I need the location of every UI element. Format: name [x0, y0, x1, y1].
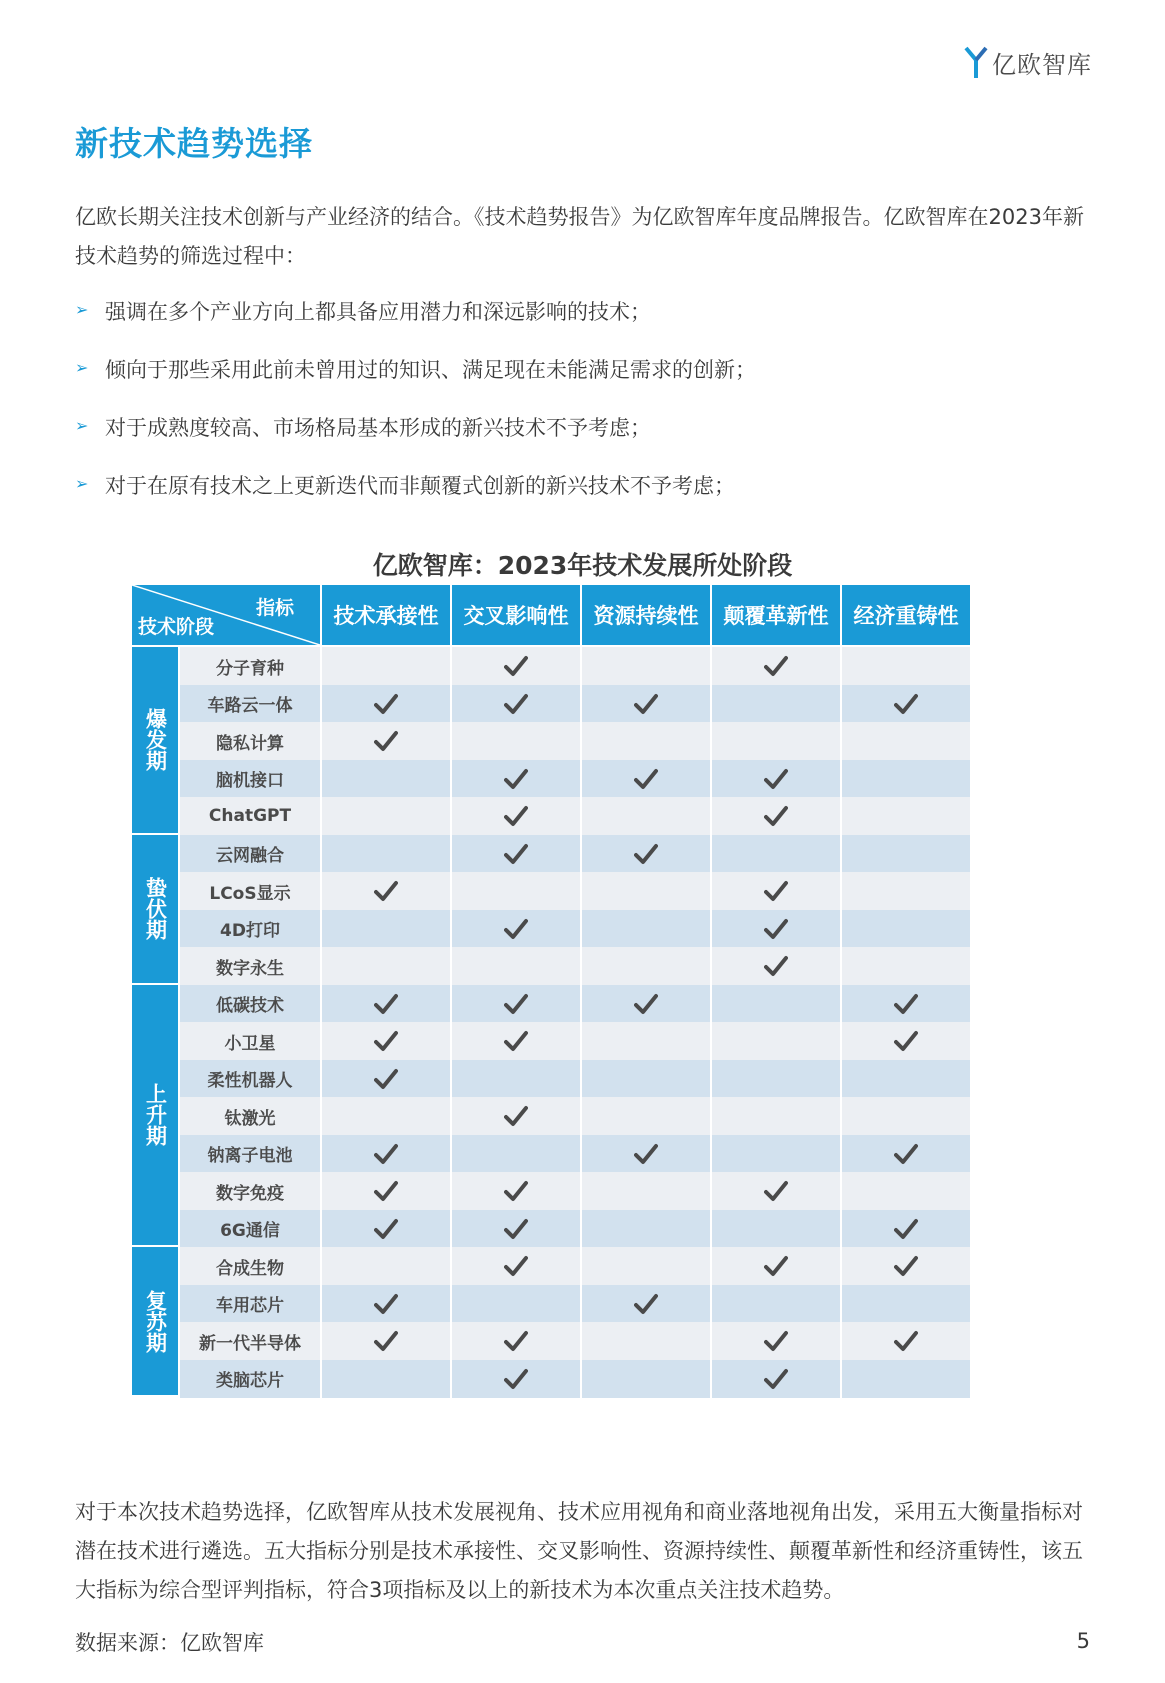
checkmark-icon [374, 693, 398, 715]
empty-cell [712, 1135, 840, 1173]
checkmark-icon [504, 768, 528, 790]
checkmark-icon [764, 805, 788, 827]
tech-name-cell: 隐私计算 [180, 722, 320, 760]
checkmark-icon [634, 843, 658, 865]
checkmark-cell [712, 760, 840, 798]
checkmark-icon [504, 993, 528, 1015]
table-row [180, 910, 1020, 948]
empty-cell [842, 797, 970, 835]
checkmark-icon [634, 993, 658, 1015]
brand-logo [964, 42, 1092, 82]
checkmark-cell [452, 1022, 580, 1060]
empty-cell [842, 947, 970, 985]
empty-cell [842, 1360, 970, 1398]
checkmark-cell [452, 1210, 580, 1248]
list-item-text: 倾向于那些采用此前未曾用过的知识、满足现在未能满足需求的创新； [105, 358, 756, 382]
list-item [75, 470, 1095, 528]
empty-cell [712, 985, 840, 1023]
empty-cell [842, 722, 970, 760]
arrow-bullet-icon: ➢ [75, 300, 89, 319]
checkmark-cell [322, 872, 450, 910]
table-row [180, 985, 1020, 1023]
table-row [180, 1285, 1020, 1323]
empty-cell [582, 1060, 710, 1098]
table-row [180, 647, 1020, 685]
checkmark-cell [452, 985, 580, 1023]
checkmark-icon [894, 1030, 918, 1052]
tech-name-cell: 低碳技术 [180, 985, 320, 1023]
checkmark-cell [712, 647, 840, 685]
checkmark-icon [374, 1330, 398, 1352]
checkmark-icon [894, 993, 918, 1015]
checkmark-icon [374, 730, 398, 752]
checkmark-cell [452, 835, 580, 873]
checkmark-cell [322, 685, 450, 723]
checkmark-cell [712, 872, 840, 910]
checkmark-cell [842, 1247, 970, 1285]
checkmark-icon [504, 1030, 528, 1052]
checkmark-icon [764, 1255, 788, 1277]
logo-text: 亿欧智库 [992, 50, 1092, 79]
page-number: 5 [1076, 1629, 1090, 1653]
checkmark-icon [894, 693, 918, 715]
checkmark-icon [764, 880, 788, 902]
empty-cell [842, 647, 970, 685]
checkmark-icon [894, 1218, 918, 1240]
empty-cell [452, 1135, 580, 1173]
tech-name-cell: 数字免疫 [180, 1172, 320, 1210]
tech-name-cell: 类脑芯片 [180, 1360, 320, 1398]
intro-paragraph: 亿欧长期关注技术创新与产业经济的结合。《技术趋势报告》为亿欧智库年度品牌报告。亿欧智库在2023年新技术趋势的筛选过程中： [75, 205, 1084, 268]
checkmark-icon [894, 1143, 918, 1165]
checkmark-icon [764, 768, 788, 790]
table-row [180, 797, 1020, 835]
checkmark-cell [582, 1285, 710, 1323]
checkmark-cell [452, 797, 580, 835]
checkmark-cell [322, 1060, 450, 1098]
arrow-bullet-icon: ➢ [75, 416, 89, 435]
checkmark-icon [504, 655, 528, 677]
table-row [180, 1060, 1020, 1098]
list-item [75, 354, 1095, 412]
empty-cell [582, 910, 710, 948]
empty-cell [582, 647, 710, 685]
empty-cell [582, 1247, 710, 1285]
empty-cell [452, 722, 580, 760]
empty-cell [842, 1097, 970, 1135]
checkmark-icon [634, 1293, 658, 1315]
checkmark-cell [322, 1285, 450, 1323]
checkmark-cell [452, 1172, 580, 1210]
empty-cell [582, 872, 710, 910]
logo-mark-icon [964, 44, 988, 80]
column-header: 技术承接性 [322, 585, 450, 645]
list-item-text: 强调在多个产业方向上都具备应用潜力和深远影响的技术； [105, 300, 651, 324]
empty-cell [842, 910, 970, 948]
corner-label-indicator: 指标 [255, 597, 294, 619]
empty-cell [712, 1097, 840, 1135]
checkmark-cell [452, 685, 580, 723]
empty-cell [322, 797, 450, 835]
checkmark-icon [894, 1255, 918, 1277]
checkmark-icon [764, 955, 788, 977]
checkmark-cell [452, 1247, 580, 1285]
checkmark-cell [452, 1322, 580, 1360]
checkmark-cell [582, 760, 710, 798]
table-row [180, 1247, 1020, 1285]
empty-cell [452, 1060, 580, 1098]
empty-cell [842, 835, 970, 873]
tech-name-cell: 钠离子电池 [180, 1135, 320, 1173]
checkmark-cell [712, 910, 840, 948]
empty-cell [582, 1097, 710, 1135]
checkmark-icon [764, 1368, 788, 1390]
empty-cell [582, 1022, 710, 1060]
table-row [180, 1097, 1020, 1135]
column-header: 资源持续性 [582, 585, 710, 645]
checkmark-cell [712, 1322, 840, 1360]
empty-cell [452, 872, 580, 910]
tech-name-cell: 车用芯片 [180, 1285, 320, 1323]
table-row [180, 1210, 1020, 1248]
criteria-list [75, 296, 1095, 528]
table-row [180, 835, 1020, 873]
tech-name-cell: 分子育种 [180, 647, 320, 685]
checkmark-cell [712, 947, 840, 985]
phase-label: 复苏期 [132, 1247, 178, 1395]
checkmark-cell [842, 1022, 970, 1060]
empty-cell [842, 1172, 970, 1210]
empty-cell [322, 1097, 450, 1135]
checkmark-icon [894, 1330, 918, 1352]
page-title: 新技术趋势选择 [75, 124, 313, 163]
checkmark-cell [842, 985, 970, 1023]
tech-name-cell: 小卫星 [180, 1022, 320, 1060]
checkmark-cell [712, 1360, 840, 1398]
checkmark-icon [504, 1255, 528, 1277]
checkmark-icon [374, 1143, 398, 1165]
empty-cell [582, 722, 710, 760]
empty-cell [582, 797, 710, 835]
checkmark-icon [764, 918, 788, 940]
checkmark-cell [452, 760, 580, 798]
conclusion-paragraph: 对于本次技术趋势选择，亿欧智库从技术发展视角、技术应用视角和商业落地视角出发，采用五大衡量指标对潜在技术进行遴选。五大指标分别是技术承接性、交叉影响性、资源持续性、颠覆革新性和经济重铸性，该五大指标为综合型评判指标，符合3项指标及以上的新技术为本次重点关注技术趋势。 [75, 1500, 1083, 1602]
list-item-text: 对于在原有技术之上更新迭代而非颠覆式创新的新兴技术不予考虑； [105, 474, 735, 498]
empty-cell [322, 947, 450, 985]
empty-cell [842, 1060, 970, 1098]
checkmark-cell [842, 685, 970, 723]
phase-label: 蛰伏期 [132, 835, 178, 983]
table-corner-header [132, 585, 320, 645]
data-source: 数据来源：亿欧智库 [75, 1631, 264, 1655]
tech-name-cell: 新一代半导体 [180, 1322, 320, 1360]
checkmark-cell [842, 1135, 970, 1173]
table-row [180, 722, 1020, 760]
empty-cell [712, 685, 840, 723]
empty-cell [452, 947, 580, 985]
empty-cell [582, 1322, 710, 1360]
checkmark-icon [374, 1218, 398, 1240]
empty-cell [712, 1210, 840, 1248]
empty-cell [582, 1360, 710, 1398]
empty-cell [322, 760, 450, 798]
checkmark-icon [374, 880, 398, 902]
checkmark-cell [322, 722, 450, 760]
arrow-bullet-icon: ➢ [75, 474, 89, 493]
checkmark-cell [452, 910, 580, 948]
checkmark-cell [582, 1135, 710, 1173]
table-row [180, 685, 1020, 723]
checkmark-icon [764, 655, 788, 677]
checkmark-icon [374, 993, 398, 1015]
empty-cell [842, 760, 970, 798]
list-item-text: 对于成熟度较高、市场格局基本形成的新兴技术不予考虑； [105, 416, 651, 440]
checkmark-icon [374, 1180, 398, 1202]
empty-cell [712, 1060, 840, 1098]
tech-name-cell: LCoS显示 [180, 872, 320, 910]
empty-cell [582, 1172, 710, 1210]
checkmark-icon [764, 1330, 788, 1352]
checkmark-cell [842, 1322, 970, 1360]
checkmark-icon [504, 1105, 528, 1127]
empty-cell [712, 1022, 840, 1060]
checkmark-icon [504, 843, 528, 865]
tech-name-cell: 6G通信 [180, 1210, 320, 1248]
arrow-bullet-icon: ➢ [75, 358, 89, 377]
list-item [75, 296, 1095, 354]
checkmark-icon [374, 1293, 398, 1315]
empty-cell [712, 1285, 840, 1323]
checkmark-cell [842, 1210, 970, 1248]
checkmark-cell [582, 985, 710, 1023]
column-header: 经济重铸性 [842, 585, 970, 645]
tech-name-cell: ChatGPT [180, 797, 320, 835]
table-row [180, 1322, 1020, 1360]
tech-name-cell: 4D打印 [180, 910, 320, 948]
table-title: 亿欧智库：2023年技术发展所处阶段 [372, 551, 793, 580]
empty-cell [582, 1210, 710, 1248]
checkmark-cell [712, 1247, 840, 1285]
column-header: 交叉影响性 [452, 585, 580, 645]
table-row [180, 1172, 1020, 1210]
checkmark-cell [322, 1172, 450, 1210]
tech-name-cell: 钛激光 [180, 1097, 320, 1135]
table-row [180, 872, 1020, 910]
checkmark-cell [582, 685, 710, 723]
checkmark-icon [504, 918, 528, 940]
checkmark-cell [322, 985, 450, 1023]
tech-name-cell: 柔性机器人 [180, 1060, 320, 1098]
empty-cell [582, 947, 710, 985]
checkmark-cell [452, 1097, 580, 1135]
empty-cell [322, 1247, 450, 1285]
phase-label: 上升期 [132, 985, 178, 1246]
empty-cell [842, 872, 970, 910]
empty-cell [842, 1285, 970, 1323]
checkmark-icon [634, 1143, 658, 1165]
list-item [75, 412, 1095, 470]
checkmark-cell [322, 1022, 450, 1060]
empty-cell [322, 1360, 450, 1398]
empty-cell [452, 1285, 580, 1323]
checkmark-cell [712, 1172, 840, 1210]
empty-cell [322, 835, 450, 873]
table-row [180, 760, 1020, 798]
tech-name-cell: 云网融合 [180, 835, 320, 873]
checkmark-icon [764, 1180, 788, 1202]
checkmark-icon [634, 768, 658, 790]
checkmark-cell [452, 647, 580, 685]
checkmark-icon [504, 1180, 528, 1202]
checkmark-icon [504, 1368, 528, 1390]
table-row [180, 1022, 1020, 1060]
table-row [180, 947, 1020, 985]
tech-name-cell: 数字永生 [180, 947, 320, 985]
table-row [180, 1360, 1020, 1398]
checkmark-icon [504, 1218, 528, 1240]
table-row [180, 1135, 1020, 1173]
checkmark-icon [504, 693, 528, 715]
empty-cell [712, 722, 840, 760]
checkmark-cell [322, 1135, 450, 1173]
empty-cell [322, 647, 450, 685]
corner-label-stage: 技术阶段 [138, 616, 215, 638]
checkmark-cell [452, 1360, 580, 1398]
tech-name-cell: 合成生物 [180, 1247, 320, 1285]
checkmark-cell [322, 1322, 450, 1360]
checkmark-cell [582, 835, 710, 873]
phase-label: 爆发期 [132, 647, 178, 833]
tech-name-cell: 车路云一体 [180, 685, 320, 723]
checkmark-icon [504, 1330, 528, 1352]
checkmark-icon [374, 1030, 398, 1052]
checkmark-cell [712, 797, 840, 835]
checkmark-icon [634, 693, 658, 715]
checkmark-icon [374, 1068, 398, 1090]
checkmark-cell [322, 1210, 450, 1248]
column-header: 颠覆革新性 [712, 585, 840, 645]
tech-name-cell: 脑机接口 [180, 760, 320, 798]
checkmark-icon [504, 805, 528, 827]
empty-cell [712, 835, 840, 873]
empty-cell [322, 910, 450, 948]
